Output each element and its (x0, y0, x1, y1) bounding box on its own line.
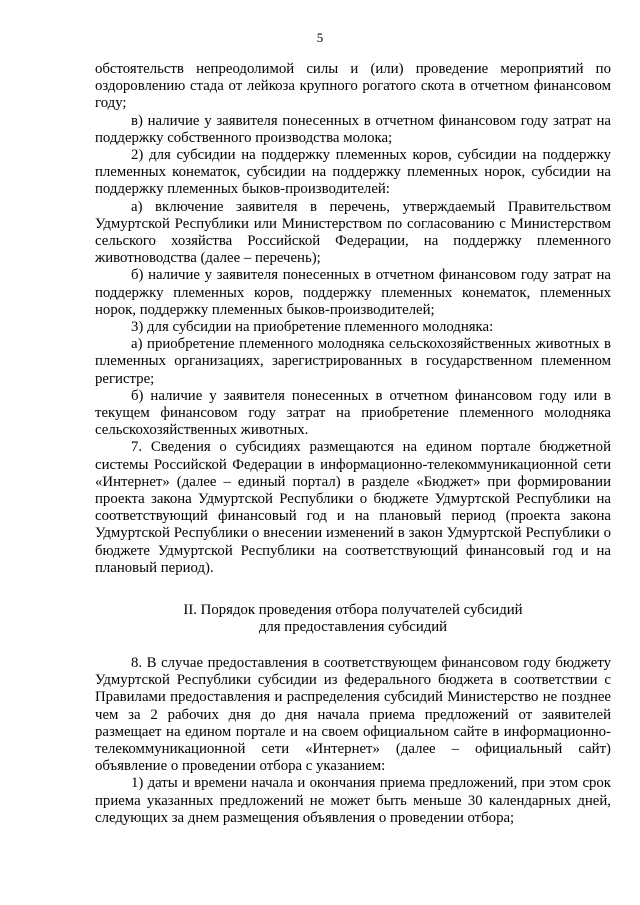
paragraph: 3) для субсидии на приобретение племенного молодняка: (131, 319, 494, 336)
paragraph: б) наличие у заявителя понесенных в отчетном финансовом году затрат на поддержку племенных коров, поддержку племенных конематок, племенных норок, поддержку племенных быков-производителей; (95, 267, 611, 318)
paragraph: 7. Сведения о субсидиях размещаются на едином портале бюджетной системы Российской Федерации в информационно-телекоммуникационной сети «Интернет» (далее – единый портал) в разделе «Бюджет» при формировании проекта закона Удмуртской Республики о бюджете Удмуртской Республики на соответствующий финансовый год и на плановый период (проекта закона Удмуртской Республики о внесении изменений в закон Удмуртской Республики о бюджете Удмуртской Республики на соответствующий финансовый год и на плановый период). (95, 439, 611, 576)
paragraph: б) наличие у заявителя понесенных в отчетном финансовом году или в текущем финансовом году затрат на приобретение племенного молодняка сельскохозяйственных животных. (95, 387, 611, 439)
paragraph: обстоятельств непреодолимой силы и (или) проведение мероприятий по оздоровлению стада от лейкоза крупного рогатого скота в отчетном финансовом году; (95, 61, 611, 112)
body-text-bottom (95, 655, 611, 827)
body-text-top (95, 61, 611, 577)
section-heading-line: для предоставления субсидий (258, 619, 448, 636)
paragraph: 2) для субсидии на поддержку племенных коров, субсидии на поддержку племенных конематок, субсидии на поддержку племенных норок, субсидии на поддержку племенных быков-производителей: (95, 147, 611, 198)
section-heading (95, 602, 611, 636)
paragraph: в) наличие у заявителя понесенных в отчетном финансовом году затрат на поддержку собственного производства молока; (95, 112, 611, 146)
paragraph: а) включение заявителя в перечень, утверждаемый Правительством Удмуртской Республики или Министерством по согласованию с Министерством сельского хозяйства Российской Федерации, на поддержку племенного животноводства (далее – перечень); (95, 198, 611, 267)
paragraph: 8. В случае предоставления в соответствующем финансовом году бюджету Удмуртской Республики субсидии из федерального бюджета в соответствии с Правилами предоставления и распределения субсидий Министерство не позднее чем за 2 рабочих дня до дня начала приема предложений от заявителей размещает на едином портале и на своем официальном сайте в информационно-телекоммуникационной сети «Интернет» (далее – официальный сайт) объявление о проведении отбора с указанием: (95, 655, 611, 775)
section-heading-line: II. Порядок проведения отбора получателей субсидий (183, 602, 523, 618)
paragraph: 1) даты и времени начала и окончания приема предложений, при этом срок приема указанных предложений не может быть меньше 30 календарных дней, следующих за днем размещения объявления о проведении отбора; (95, 775, 611, 826)
page-number: 5 (316, 30, 324, 45)
paragraph: а) приобретение племенного молодняка сельскохозяйственных животных в племенных организациях, зарегистрированных в государственном племенном регистре; (95, 336, 611, 387)
